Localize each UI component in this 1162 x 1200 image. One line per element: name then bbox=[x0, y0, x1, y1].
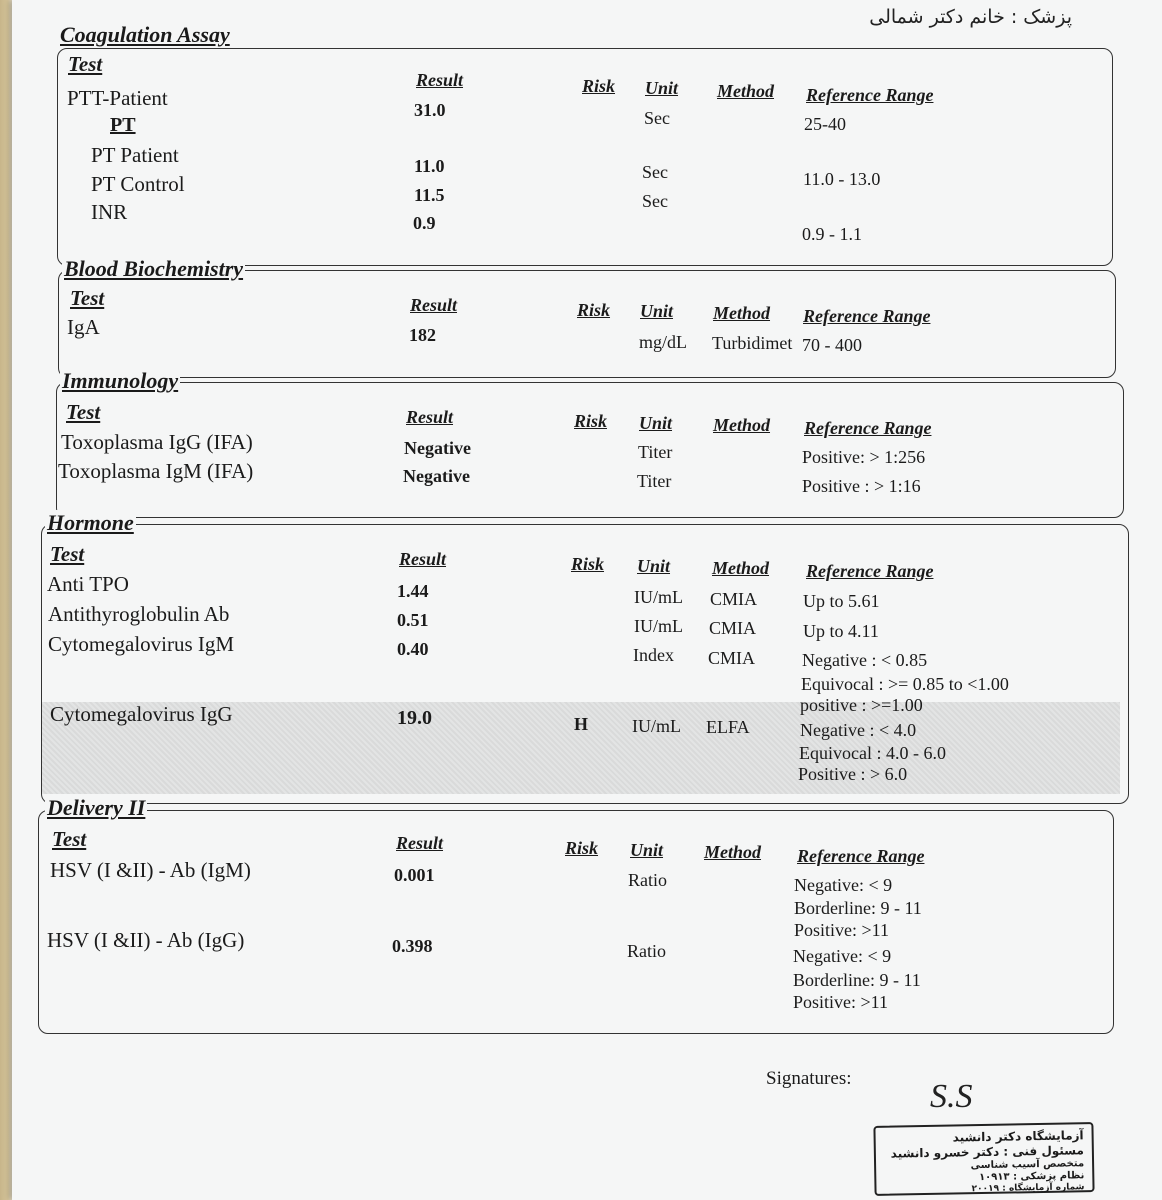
header-result: Result bbox=[399, 549, 447, 569]
header-unit: Unit bbox=[645, 78, 679, 98]
hsv-igm-name: HSV (I &II) - Ab (IgM) bbox=[50, 858, 251, 882]
hsv-igm-unit: Ratio bbox=[628, 870, 667, 890]
pt-control-name: PT Control bbox=[91, 172, 185, 196]
stamp-line: آزمایشگاه دکتر دانشید bbox=[952, 1128, 1084, 1145]
cmv-igg-range-positive: Positive : > 6.0 bbox=[798, 764, 908, 784]
header-unit: Unit bbox=[637, 556, 671, 576]
pt-patient-unit: Sec bbox=[642, 162, 668, 182]
header-test: Test bbox=[68, 52, 103, 76]
immunology-title: Immunology bbox=[62, 368, 179, 393]
anti-tpo-name: Anti TPO bbox=[47, 572, 129, 596]
hsv-igg-range-borderline: Borderline: 9 - 11 bbox=[793, 970, 921, 990]
inr-range: 0.9 - 1.1 bbox=[802, 224, 862, 244]
ptt-range: 25-40 bbox=[804, 114, 846, 134]
cmv-igg-range-negative: Negative : < 4.0 bbox=[800, 720, 917, 740]
header-unit: Unit bbox=[640, 301, 674, 321]
hsv-igg-range-negative: Negative: < 9 bbox=[793, 946, 892, 966]
pt-patient-result: 11.0 bbox=[414, 156, 445, 176]
pt-heading: PT bbox=[110, 114, 136, 136]
header-test: Test bbox=[70, 286, 105, 310]
ptt-result: 31.0 bbox=[414, 100, 446, 120]
antithyroglobulin-range: Up to 4.11 bbox=[803, 621, 879, 641]
handwritten-signature: S.S bbox=[930, 1078, 973, 1115]
hsv-igm-range-positive: Positive: >11 bbox=[794, 920, 889, 940]
cmv-igm-unit: Index bbox=[633, 645, 674, 665]
anti-tpo-method: CMIA bbox=[710, 589, 758, 609]
iga-unit: mg/dL bbox=[639, 332, 687, 352]
header-method: Method bbox=[717, 81, 775, 101]
stamp-line: متخصص آسیب شناسی bbox=[970, 1158, 1085, 1172]
pt-patient-name: PT Patient bbox=[91, 143, 179, 167]
toxo-igm-unit: Titer bbox=[637, 471, 672, 491]
pt-control-unit: Sec bbox=[642, 191, 668, 211]
anti-tpo-result: 1.44 bbox=[397, 581, 429, 601]
ptt-name: PTT-Patient bbox=[67, 86, 168, 110]
iga-method: Turbidimet bbox=[712, 333, 793, 353]
inr-result: 0.9 bbox=[413, 213, 436, 233]
stamp-line: مسئول فنی : دکتر خسرو دانشید bbox=[890, 1143, 1084, 1161]
header-test: Test bbox=[66, 400, 101, 424]
toxo-igm-name: Toxoplasma IgM (IFA) bbox=[58, 459, 254, 483]
header-test: Test bbox=[52, 827, 87, 851]
cmv-igm-range-negative: Negative : < 0.85 bbox=[802, 650, 928, 670]
header-method: Method bbox=[704, 842, 762, 862]
header-risk: Risk bbox=[574, 411, 608, 431]
inr-name: INR bbox=[91, 200, 128, 224]
hsv-igg-result: 0.398 bbox=[392, 936, 433, 956]
hormone-title: Hormone bbox=[47, 510, 134, 535]
header-unit: Unit bbox=[630, 840, 664, 860]
anti-tpo-range: Up to 5.61 bbox=[803, 591, 880, 611]
cmv-igg-method: ELFA bbox=[706, 717, 750, 737]
cmv-igg-name: Cytomegalovirus IgG bbox=[50, 702, 233, 726]
header-reference-range: Reference Range bbox=[806, 85, 934, 105]
pt-patient-range: 11.0 - 13.0 bbox=[803, 169, 881, 189]
cmv-igm-result: 0.40 bbox=[397, 639, 429, 659]
coagulation-title: Coagulation Assay bbox=[60, 22, 230, 47]
antithyroglobulin-unit: IU/mL bbox=[634, 616, 683, 636]
doctor-name: پزشک : خانم دکتر شمالی bbox=[869, 6, 1072, 28]
header-risk: Risk bbox=[582, 76, 616, 96]
header-reference-range: Reference Range bbox=[803, 306, 931, 326]
toxo-igg-result: Negative bbox=[404, 438, 471, 458]
toxo-igg-range: Positive: > 1:256 bbox=[802, 447, 926, 467]
iga-name: IgA bbox=[67, 315, 100, 339]
laboratory-stamp bbox=[873, 1122, 1094, 1196]
stamp-line: نظام پزشکی : ۱۰۹۱۳ bbox=[978, 1170, 1085, 1184]
cmv-igm-range-equivocal: Equivocal : >= 0.85 to <1.00 bbox=[801, 674, 1009, 694]
hsv-igm-result: 0.001 bbox=[394, 865, 435, 885]
antithyroglobulin-name: Antithyroglobulin Ab bbox=[48, 602, 230, 626]
header-method: Method bbox=[713, 415, 771, 435]
cmv-igg-unit: IU/mL bbox=[632, 716, 681, 736]
header-risk: Risk bbox=[571, 554, 605, 574]
header-unit: Unit bbox=[639, 413, 673, 433]
cmv-igm-method: CMIA bbox=[708, 648, 756, 668]
header-result: Result bbox=[416, 70, 464, 90]
header-reference-range: Reference Range bbox=[797, 846, 925, 866]
biochemistry-title: Blood Biochemistry bbox=[64, 256, 244, 281]
toxo-igg-unit: Titer bbox=[638, 442, 673, 462]
ptt-unit: Sec bbox=[644, 108, 670, 128]
cmv-igg-risk-flag: H bbox=[574, 714, 589, 734]
header-reference-range: Reference Range bbox=[804, 418, 932, 438]
signatures-label: Signatures: bbox=[766, 1068, 852, 1089]
delivery-title: Delivery II bbox=[47, 795, 146, 820]
antithyroglobulin-method: CMIA bbox=[709, 618, 757, 638]
toxo-igm-range: Positive : > 1:16 bbox=[802, 476, 921, 496]
header-risk: Risk bbox=[577, 300, 611, 320]
pt-control-result: 11.5 bbox=[414, 185, 445, 205]
stamp-line: شماره آزمایشگاه : ۲۰۰۱۹ bbox=[971, 1182, 1085, 1195]
hsv-igg-range-positive: Positive: >11 bbox=[793, 992, 888, 1012]
hsv-igg-unit: Ratio bbox=[627, 941, 666, 961]
toxo-igm-result: Negative bbox=[403, 466, 470, 486]
hsv-igm-range-borderline: Borderline: 9 - 11 bbox=[794, 898, 922, 918]
header-risk: Risk bbox=[565, 838, 599, 858]
iga-range: 70 - 400 bbox=[802, 335, 862, 355]
header-method: Method bbox=[712, 558, 770, 578]
anti-tpo-unit: IU/mL bbox=[634, 587, 683, 607]
hsv-igm-range-negative: Negative: < 9 bbox=[794, 875, 893, 895]
header-reference-range: Reference Range bbox=[806, 561, 934, 581]
cmv-igm-range-positive: positive : >=1.00 bbox=[800, 695, 923, 715]
header-test: Test bbox=[50, 542, 85, 566]
cmv-igm-name: Cytomegalovirus IgM bbox=[48, 632, 235, 656]
header-result: Result bbox=[406, 407, 454, 427]
cmv-igg-result: 19.0 bbox=[397, 707, 432, 729]
biochemistry-box bbox=[58, 270, 1116, 378]
toxo-igg-name: Toxoplasma IgG (IFA) bbox=[61, 430, 253, 454]
iga-result: 182 bbox=[409, 325, 436, 345]
header-result: Result bbox=[410, 295, 458, 315]
header-method: Method bbox=[713, 303, 771, 323]
cmv-igg-range-equivocal: Equivocal : 4.0 - 6.0 bbox=[799, 743, 946, 763]
header-result: Result bbox=[396, 833, 444, 853]
antithyroglobulin-result: 0.51 bbox=[397, 610, 429, 630]
hsv-igg-name: HSV (I &II) - Ab (IgG) bbox=[47, 928, 245, 952]
